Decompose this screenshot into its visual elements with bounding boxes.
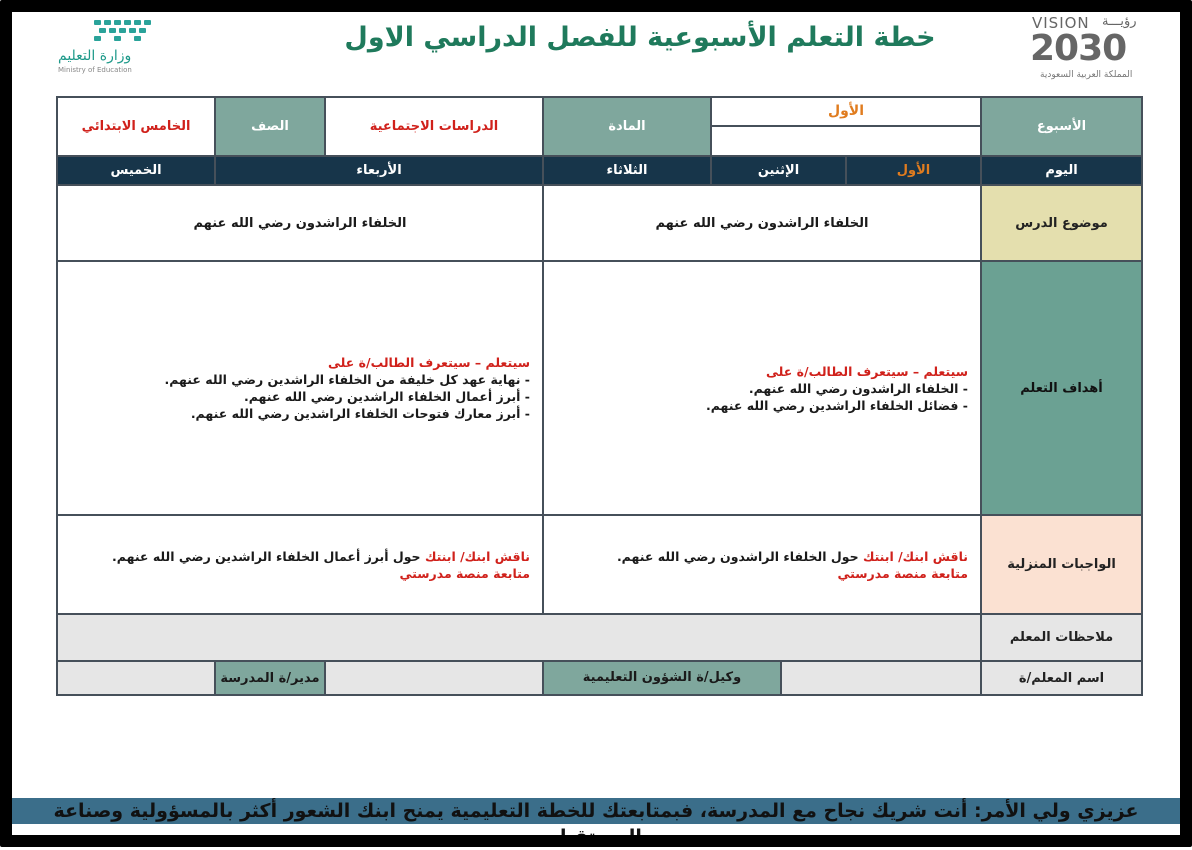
class-value: الخامس الابتدائي	[57, 97, 215, 156]
weekly-plan-table	[56, 96, 1143, 696]
deputy-label-cell	[543, 661, 981, 695]
principal-label: مدير/ة المدرسة	[215, 661, 325, 695]
objectives-left-item: - أبرز أعمال الخلفاء الراشدين رضي الله عنهم.	[243, 389, 530, 404]
day-mon-sun-cell	[711, 156, 981, 185]
ministry-logo	[48, 18, 168, 76]
homework-right	[544, 548, 980, 582]
day-thursday: الخميس	[57, 156, 215, 185]
homework-right-text: حول الخلفاء الراشدون رضي الله عنهم.	[616, 548, 859, 564]
vision-word-ar: رؤيـــة	[1102, 14, 1137, 29]
objectives-label: أهداف التعلم	[981, 261, 1142, 515]
homework-left-text: حول أبرز أعمال الخلفاء الراشدين رضي الله عنهم.	[112, 548, 421, 564]
day-first: الأول	[896, 163, 931, 178]
homework-right-cell	[543, 515, 981, 614]
vision-year: 2030	[1030, 28, 1127, 69]
objectives-left-item: - نهاية عهد كل خليفة من الخلفاء الراشدين رضي الله عنهم.	[164, 372, 530, 387]
page-title: خطة التعلم الأسبوعية للفصل الدراسي الاول	[344, 22, 936, 53]
subject-label: المادة	[543, 97, 711, 156]
homework-left-cell	[57, 515, 543, 614]
objectives-left-item: - أبرز معارك فتوحات الخلفاء الراشدين رضي الله عنهم.	[190, 406, 530, 421]
vision-kingdom: المملكة العربية السعودية	[1040, 70, 1133, 80]
week-label: الأسبوع	[981, 97, 1142, 156]
footer-banner: عزيزي ولي الأمر: أنت شريك نجاح مع المدرسة، فبمتابعتك للخطة التعليمية يمنح ابنك الشعور أكثر بالمسؤولية وصناعة المستقبل	[12, 798, 1180, 824]
ministry-dots-icon	[92, 18, 162, 44]
objectives-left-cell	[57, 261, 543, 515]
vision-word: VISION	[1032, 14, 1090, 32]
week-value: الأول	[712, 98, 980, 127]
teacher-label: اسم المعلم/ة	[981, 661, 1142, 695]
homework-left	[58, 548, 542, 582]
objectives-right	[544, 363, 980, 414]
day-label: اليوم	[981, 156, 1142, 185]
day-monday: الإثنين	[712, 157, 847, 184]
deputy-label: وكيل/ة الشؤون التعليمية	[544, 662, 780, 694]
objectives-right-item: - فضائل الخلفاء الراشدين رضي الله عنهم.	[705, 397, 968, 413]
lesson-topic-right: الخلفاء الراشدون رضي الله عنهم	[543, 185, 981, 261]
day-wednesday: الأربعاء	[215, 156, 543, 185]
teacher-notes-label: ملاحظات المعلم	[981, 614, 1142, 661]
week-value-cell	[711, 97, 981, 156]
homework-right-platform: متابعة منصة مدرستي	[837, 565, 968, 581]
lesson-topic-label: موضوع الدرس	[981, 185, 1142, 261]
principal-value[interactable]	[57, 661, 215, 695]
week-value-empty	[712, 127, 980, 155]
homework-label: الواجبات المنزلية	[981, 515, 1142, 614]
objectives-left-heading: سيتعلم – سيتعرف الطالب/ة على	[328, 355, 530, 370]
homework-right-prefix: ناقش ابنك/ ابنتك	[862, 548, 968, 564]
objectives-right-item: - الخلفاء الراشدون رضي الله عنهم.	[748, 380, 968, 396]
day-tuesday: الثلاثاء	[543, 156, 711, 185]
subject-value: الدراسات الاجتماعية	[325, 97, 543, 156]
homework-left-prefix: ناقش ابنك/ ابنتك	[424, 548, 530, 564]
objectives-right-cell	[543, 261, 981, 515]
objectives-right-heading: سيتعلم – سيتعرف الطالب/ة على	[766, 363, 968, 379]
class-label: الصف	[215, 97, 325, 156]
teacher-notes-value[interactable]	[57, 614, 981, 661]
ministry-name-ar: وزارة التعليم	[58, 48, 132, 64]
deputy-value[interactable]	[325, 661, 543, 695]
homework-left-platform: متابعة منصة مدرستي	[399, 565, 530, 581]
lesson-topic-left: الخلفاء الراشدون رضي الله عنهم	[57, 185, 543, 261]
ministry-name-en: Ministry of Education	[58, 66, 132, 74]
vision-2030-logo	[1028, 14, 1140, 84]
objectives-left	[58, 354, 542, 422]
teacher-value[interactable]	[780, 662, 980, 694]
